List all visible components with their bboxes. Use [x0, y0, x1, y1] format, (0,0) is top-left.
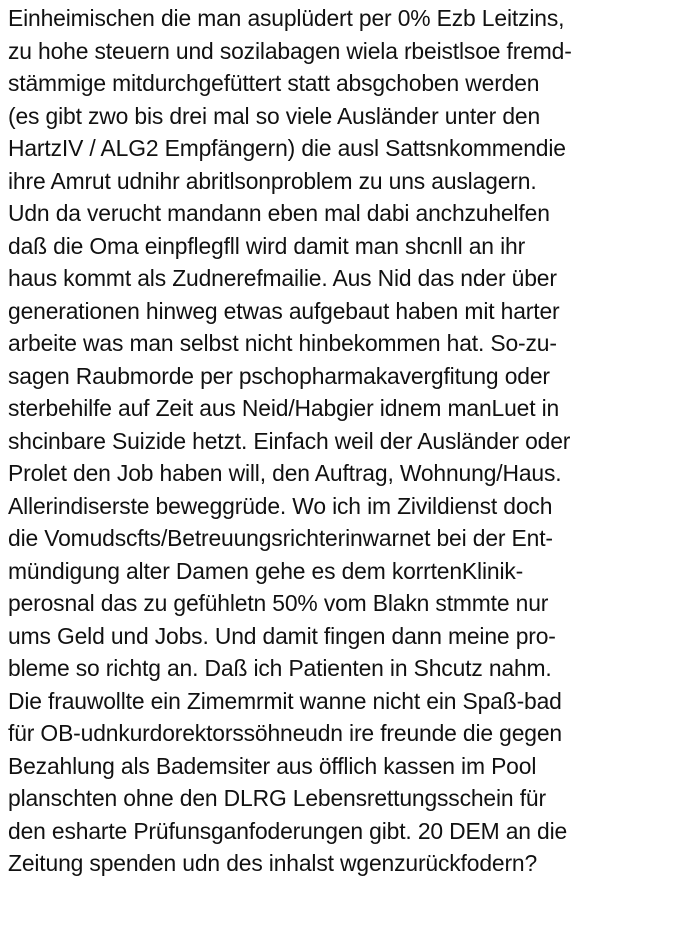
text-line: bleme so richtg an. Daß ich Patienten in Shcutz nahm.: [8, 655, 552, 681]
text-line: Prolet den Job haben will, den Auftrag, Wohnung/Haus.: [8, 460, 562, 486]
text-line: generationen hinweg etwas aufgebaut haben mit harter: [8, 297, 560, 324]
text-line: haus kommt als Zudnerefmailie. Aus Nid das nder über: [8, 265, 557, 291]
text-line: HartzIV / ALG2 Empfängern) die ausl Sattsnkommendie: [8, 135, 566, 161]
text-line: ums Geld und Jobs. Und damit fingen dann meine pro-: [8, 622, 556, 649]
text-line: sterbehilfe auf Zeit aus Neid/Habgier idnem manLuet in: [8, 395, 560, 421]
text-line: Die frauwollte ein Zimemrmit wanne nicht ein Spaß-bad: [8, 687, 562, 714]
text-line: arbeite was man selbst nicht hinbekommen hat. So-zu-: [8, 330, 557, 356]
text-line: Bezahlung als Bademsiter aus öfflich kassen im Pool: [8, 752, 537, 779]
body-text: [8, 2, 680, 880]
text-line: zu hohe steuern und sozilabagen wiela rbeistlsoe fremd-: [8, 37, 572, 64]
text-line: Zeitung spenden udn des inhalst wgenzurückfodern?: [8, 850, 538, 876]
text-line: shcinbare Suizide hetzt. Einfach weil der Ausländer oder: [8, 427, 571, 454]
text-line: Einheimischen die man asuplüdert per 0% Ezb Leitzins,: [8, 5, 565, 31]
text-line: (es gibt zwo bis drei mal so viele Ausländer unter den: [8, 102, 541, 129]
text-line: stämmige mitdurchgefüttert statt absgchoben werden: [8, 70, 540, 96]
text-line: die Vomudscfts/Betreuungsrichterinwarnet bei der Ent-: [8, 525, 553, 551]
text-line: den esharte Prüfunsganfoderungen gibt. 20 DEM an die: [8, 817, 568, 844]
text-line: für OB-udnkurdorektorssöhneudn ire freunde die gegen: [8, 720, 562, 746]
text-line: planschten ohne den DLRG Lebensrettungsschein für: [8, 785, 546, 811]
text-line: Udn da verucht mandann eben mal dabi anchzuhelfen: [8, 200, 550, 226]
text-line: perosnal das zu gefühletn 50% vom Blakn stmmte nur: [8, 590, 549, 616]
text-line: sagen Raubmorde per pschopharmakavergfitung oder: [8, 362, 550, 389]
text-line: mündigung alter Damen gehe es dem korrtenKlinik-: [8, 557, 524, 584]
text-line: ihre Amrut udnihr abritlsonproblem zu uns auslagern.: [8, 167, 537, 194]
text-line: Allerindiserste beweggrüde. Wo ich im Zivildienst doch: [8, 492, 553, 519]
text-line: daß die Oma einpflegfll wird damit man shcnll an ihr: [8, 232, 526, 259]
